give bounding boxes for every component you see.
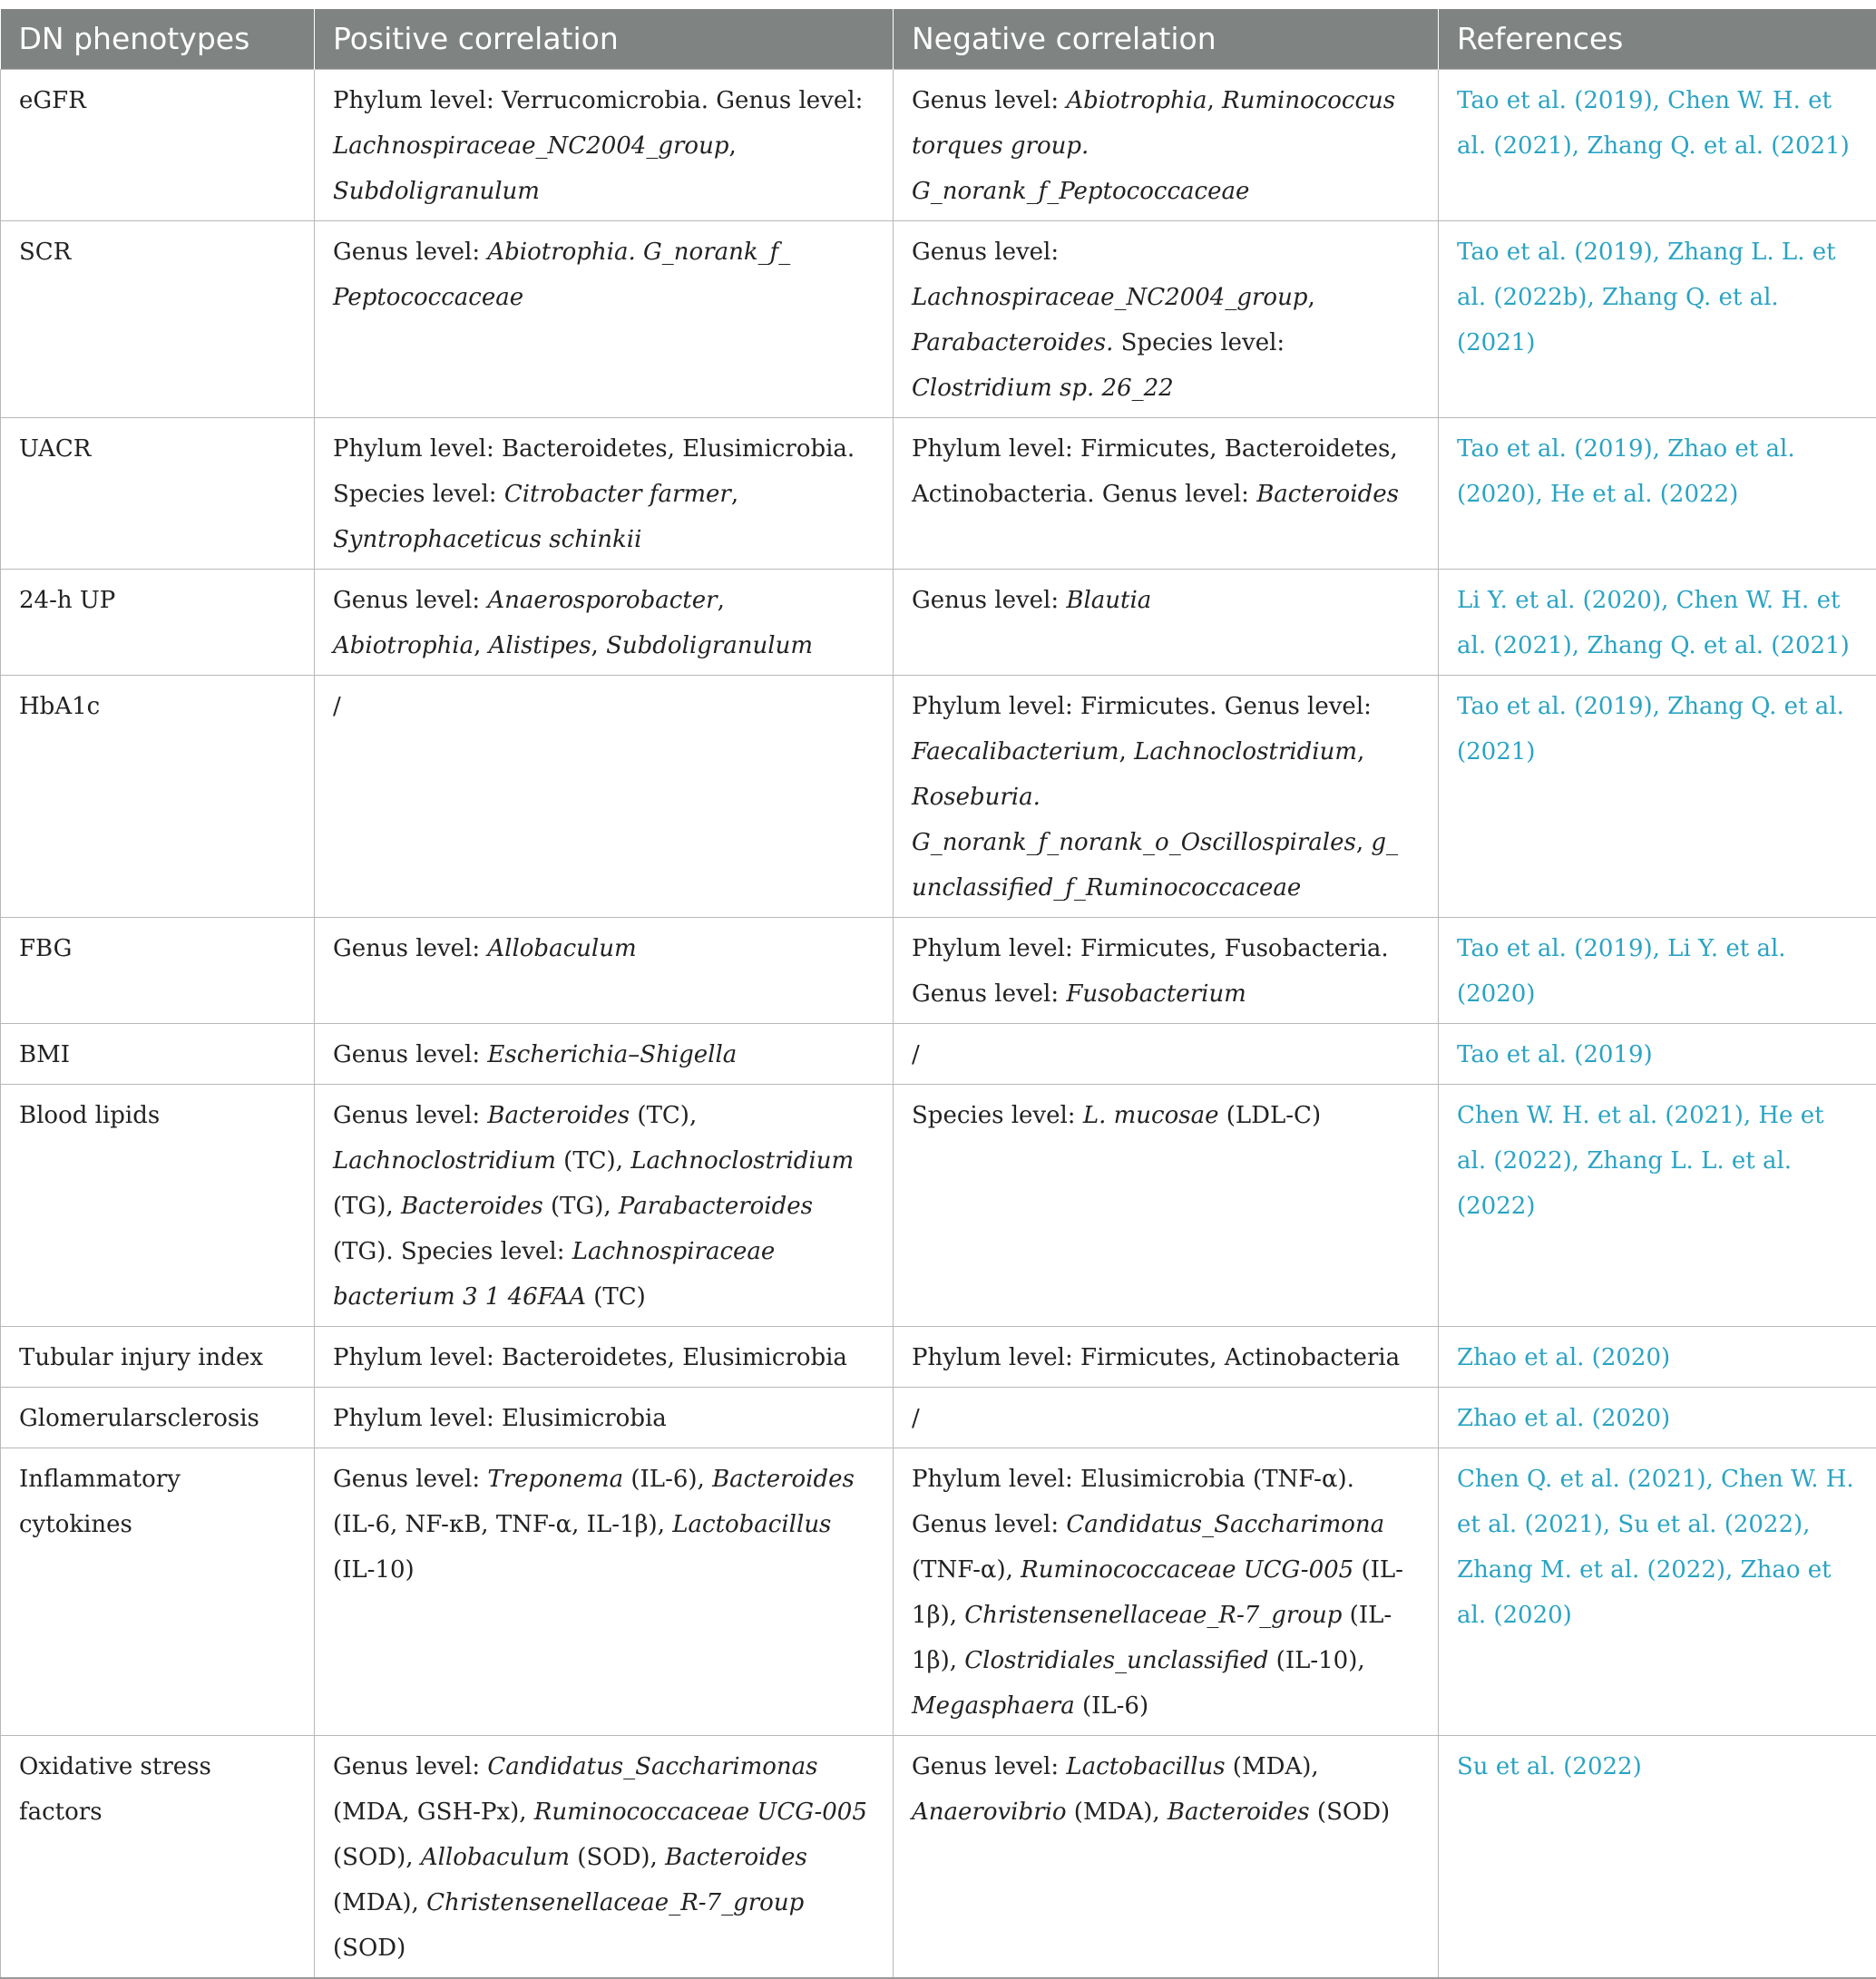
cell-phenotype: SCR <box>1 221 315 418</box>
table-row <box>1 570 1876 676</box>
cell-text: Species level: <box>1113 329 1285 356</box>
taxon-name: g_ unclassified_f_Ruminococcaceae <box>912 829 1398 902</box>
cell-phenotype: FBG <box>1 918 315 1024</box>
cell-text: Genus level: <box>333 1041 487 1068</box>
cell-text: (MDA, GSH-Px), <box>333 1799 534 1826</box>
cell-references[interactable]: Tao et al. (2019), Zhao et al. (2020), He et al. (2022) <box>1439 418 1876 570</box>
cell-text: Species level: <box>912 1102 1083 1129</box>
cell-phenotype: 24-h UP <box>1 570 315 676</box>
table-row <box>1 1388 1876 1448</box>
cell-text: , <box>1356 829 1372 856</box>
cell-references[interactable]: Chen Q. et al. (2021), Chen W. H. et al. (2021), Su et al. (2022), Zhang M. et al. (2022), Zhao et al. (2020) <box>1439 1448 1876 1736</box>
cell-negative-correlation <box>894 1448 1439 1736</box>
taxon-name: Ruminococcaceae UCG-005 <box>534 1799 867 1826</box>
cell-positive-correlation <box>315 1024 894 1085</box>
cell-text: Genus level: <box>333 935 487 962</box>
cell-text: (SOD), <box>570 1844 665 1871</box>
taxon-name: Blautia <box>1066 587 1151 614</box>
cell-text: Phylum level: Firmicutes, Bacteroidetes, Actinobacteria. Genus level: <box>912 435 1398 508</box>
taxon-name: Lachnoclostridium <box>630 1147 854 1175</box>
cell-text: Phylum level: Firmicutes, Fusobacteria. Genus level: <box>912 935 1389 1008</box>
cell-text: Genus level: <box>912 87 1066 114</box>
cell-positive-correlation <box>315 1085 894 1327</box>
table-row <box>1 676 1876 918</box>
cell-text: (IL-1β), <box>912 1556 1403 1629</box>
taxon-name: Lachnospiraceae_NC2004_group <box>912 284 1307 311</box>
cell-references[interactable]: Tao et al. (2019), Li Y. et al. (2020) <box>1439 918 1876 1024</box>
taxon-name: Faecalibacterium <box>912 738 1119 765</box>
taxon-name: Clostridium sp. 26_22 <box>912 375 1174 402</box>
cell-text: (TG). Species level: <box>333 1238 572 1265</box>
cell-text: (IL-1β), <box>912 1602 1392 1674</box>
cell-text: (IL-6, NF-κB, TNF-α, IL-1β), <box>333 1511 672 1538</box>
taxon-name: Anaerovibrio <box>912 1799 1067 1826</box>
cell-phenotype: Blood lipids <box>1 1085 315 1327</box>
taxon-name: Roseburia. G_norank_f_norank_o_Oscillospirales <box>912 784 1356 856</box>
cell-positive-correlation <box>315 1448 894 1736</box>
table-row <box>1 418 1876 570</box>
taxon-name: Abiotrophia. G_norank_f_ Peptococcaceae <box>333 239 790 311</box>
cell-references[interactable]: Li Y. et al. (2020), Chen W. H. et al. (2021), Zhang Q. et al. (2021) <box>1439 570 1876 676</box>
cell-negative-correlation <box>894 1327 1439 1388</box>
cell-phenotype: HbA1c <box>1 676 315 918</box>
cell-text: / <box>333 693 341 720</box>
header-references: References <box>1439 9 1876 70</box>
cell-text: Genus level: <box>333 1466 487 1493</box>
table-row <box>1 1024 1876 1085</box>
cell-text: (LDL-C) <box>1218 1102 1321 1129</box>
taxon-name: Parabacteroides <box>619 1193 813 1220</box>
taxon-name: Citrobacter farmer <box>504 481 731 508</box>
cell-references[interactable]: Zhao et al. (2020) <box>1439 1327 1876 1388</box>
taxon-name: Clostridiales_unclassified <box>964 1647 1268 1674</box>
cell-negative-correlation <box>894 70 1439 221</box>
cell-text: (IL-6), <box>623 1466 712 1493</box>
cell-text: Phylum level: Elusimicrobia (TNF-α). Genus level: <box>912 1466 1354 1538</box>
cell-negative-correlation <box>894 1024 1439 1085</box>
table-row <box>1 1327 1876 1388</box>
cell-text: Phylum level: Bacteroidetes, Elusimicrobia. Species level: <box>333 435 855 508</box>
cell-negative-correlation <box>894 570 1439 676</box>
cell-positive-correlation <box>315 418 894 570</box>
cell-text: , <box>1357 738 1364 765</box>
cell-text: Phylum level: Elusimicrobia <box>333 1405 667 1432</box>
cell-text: Phylum level: Firmicutes, Actinobacteria <box>912 1344 1400 1371</box>
cell-positive-correlation <box>315 676 894 918</box>
taxon-name: Subdoligranulum <box>333 178 540 205</box>
cell-text: Genus level: <box>912 587 1066 614</box>
cell-text: (IL-10), <box>1268 1647 1364 1674</box>
header-dn-phenotypes: DN phenotypes <box>1 9 315 70</box>
cell-positive-correlation <box>315 1388 894 1448</box>
taxon-name: Alistipes <box>489 632 591 659</box>
taxon-name: Bacteroides <box>712 1466 855 1493</box>
taxon-name: Bacteroides <box>1168 1799 1310 1826</box>
cell-negative-correlation <box>894 918 1439 1024</box>
cell-references[interactable]: Tao et al. (2019), Chen W. H. et al. (2021), Zhang Q. et al. (2021) <box>1439 70 1876 221</box>
cell-negative-correlation <box>894 1085 1439 1327</box>
cell-positive-correlation <box>315 1327 894 1388</box>
cell-text: Genus level: <box>333 1102 487 1129</box>
cell-text: Genus level: <box>912 1753 1066 1780</box>
cell-text: , <box>731 481 738 508</box>
cell-phenotype: BMI <box>1 1024 315 1085</box>
cell-text: (SOD) <box>333 1935 405 1962</box>
taxon-name: Allobaculum <box>487 935 636 962</box>
taxon-name: Abiotrophia <box>333 632 474 659</box>
cell-text: (MDA), <box>333 1889 426 1916</box>
cell-text: / <box>912 1405 920 1432</box>
taxon-name: Bacteroides <box>487 1102 630 1129</box>
cell-references[interactable]: Tao et al. (2019), Zhang L. L. et al. (2022b), Zhang Q. et al. (2021) <box>1439 221 1876 418</box>
cell-positive-correlation <box>315 70 894 221</box>
cell-text: , <box>1207 87 1223 114</box>
table-header <box>1 9 1876 70</box>
cell-negative-correlation <box>894 1736 1439 1979</box>
cell-phenotype: eGFR <box>1 70 315 221</box>
cell-negative-correlation <box>894 1388 1439 1448</box>
cell-text: (IL-10) <box>333 1556 415 1584</box>
cell-text: Phylum level: Verrucomicrobia. Genus level: <box>333 87 863 114</box>
taxon-name: Abiotrophia <box>1066 87 1207 114</box>
cell-text: (TG), <box>543 1193 619 1220</box>
taxon-name: Bacteroides <box>665 1844 807 1871</box>
cell-positive-correlation <box>315 1736 894 1979</box>
cell-text: , <box>474 632 489 659</box>
cell-text: Genus level: <box>912 239 1059 266</box>
header-row <box>1 9 1876 70</box>
cell-text: , <box>728 132 736 160</box>
cell-text: Genus level: <box>333 587 487 614</box>
taxon-name: Bacteroides <box>1256 481 1399 508</box>
taxon-name: Subdoligranulum <box>606 632 813 659</box>
taxon-name: Christensenellaceae_R-7_group <box>964 1602 1342 1629</box>
cell-text: , <box>718 587 725 614</box>
taxon-name: Treponema <box>487 1466 623 1493</box>
cell-text: (TG), <box>333 1193 401 1220</box>
cell-negative-correlation <box>894 676 1439 918</box>
header-positive-correlation: Positive correlation <box>315 9 894 70</box>
taxon-name: L. mucosae <box>1083 1102 1219 1129</box>
taxon-name: Christensenellaceae_R-7_group <box>426 1889 804 1916</box>
cell-positive-correlation <box>315 570 894 676</box>
cell-negative-correlation <box>894 418 1439 570</box>
cell-references[interactable]: Tao et al. (2019) <box>1439 1024 1876 1085</box>
cell-text: (SOD), <box>333 1844 421 1871</box>
cell-text: (MDA), <box>1067 1799 1168 1826</box>
taxon-name: Lachnospiraceae bacterium 3 1 46FAA <box>333 1238 775 1311</box>
table-container <box>0 9 1876 1979</box>
taxon-name: Lachnoclostridium <box>333 1147 556 1175</box>
taxon-name: Ruminococcus torques group. G_norank_f_Peptococcaceae <box>912 87 1395 205</box>
taxon-name: Lactobacillus <box>672 1511 831 1538</box>
taxon-name: Lachnoclostridium <box>1134 738 1357 765</box>
cell-text: / <box>912 1041 920 1068</box>
cell-phenotype: Glomerularsclerosis <box>1 1388 315 1448</box>
taxon-name: Syntrophaceticus schinkii <box>333 526 641 553</box>
cell-references[interactable]: Tao et al. (2019), Zhang Q. et al. (2021) <box>1439 676 1876 918</box>
taxon-name: Fusobacterium <box>1066 980 1246 1008</box>
cell-positive-correlation <box>315 918 894 1024</box>
table-row <box>1 1448 1876 1736</box>
table-row <box>1 1085 1876 1327</box>
taxon-name: Lactobacillus <box>1066 1753 1225 1780</box>
cell-text: (TC), <box>556 1147 630 1175</box>
cell-text: (TC) <box>586 1283 646 1311</box>
taxon-name: Anaerosporobacter <box>487 587 717 614</box>
cell-text: Genus level: <box>333 1753 487 1780</box>
cell-text: (MDA), <box>1226 1753 1319 1780</box>
table-row <box>1 221 1876 418</box>
cell-phenotype: Tubular injury index <box>1 1327 315 1388</box>
table-row <box>1 918 1876 1024</box>
taxon-name: Candidatus_Saccharimona <box>1066 1511 1384 1538</box>
taxon-name: Lachnospiraceae_NC2004_group <box>333 132 728 160</box>
cell-references[interactable]: Chen W. H. et al. (2021), He et al. (2022), Zhang L. L. et al. (2022) <box>1439 1085 1876 1327</box>
cell-negative-correlation <box>894 221 1439 418</box>
cell-references[interactable]: Su et al. (2022) <box>1439 1736 1876 1979</box>
cell-text: (IL-6) <box>1075 1692 1148 1720</box>
cell-text: , <box>1119 738 1135 765</box>
cell-text: Genus level: <box>333 239 487 266</box>
cell-phenotype: Inflammatory cytokines <box>1 1448 315 1736</box>
cell-text: Phylum level: Bacteroidetes, Elusimicrobia <box>333 1344 847 1371</box>
cell-text: Phylum level: Firmicutes. Genus level: <box>912 693 1372 720</box>
cell-phenotype: Oxidative stress factors <box>1 1736 315 1979</box>
cell-text: (TC), <box>630 1102 697 1129</box>
taxon-name: Candidatus_Saccharimonas <box>487 1753 817 1780</box>
table-row <box>1 70 1876 221</box>
cell-positive-correlation <box>315 221 894 418</box>
taxon-name: Allobaculum <box>421 1844 570 1871</box>
taxon-name: Megasphaera <box>912 1692 1075 1720</box>
header-negative-correlation: Negative correlation <box>894 9 1439 70</box>
cell-text: , <box>1307 284 1314 311</box>
table-body <box>1 70 1876 1979</box>
taxon-name: Parabacteroides. <box>912 329 1113 356</box>
taxon-name: Bacteroides <box>401 1193 543 1220</box>
dn-phenotype-table <box>0 9 1876 1979</box>
cell-text: (TNF-α), <box>912 1556 1021 1584</box>
cell-text: (SOD) <box>1310 1799 1391 1826</box>
table-row <box>1 1736 1876 1979</box>
taxon-name: Ruminococcaceae UCG-005 <box>1021 1556 1353 1584</box>
taxon-name: Escherichia–Shigella <box>487 1041 737 1068</box>
cell-references[interactable]: Zhao et al. (2020) <box>1439 1388 1876 1448</box>
cell-phenotype: UACR <box>1 418 315 570</box>
cell-text: , <box>591 632 607 659</box>
